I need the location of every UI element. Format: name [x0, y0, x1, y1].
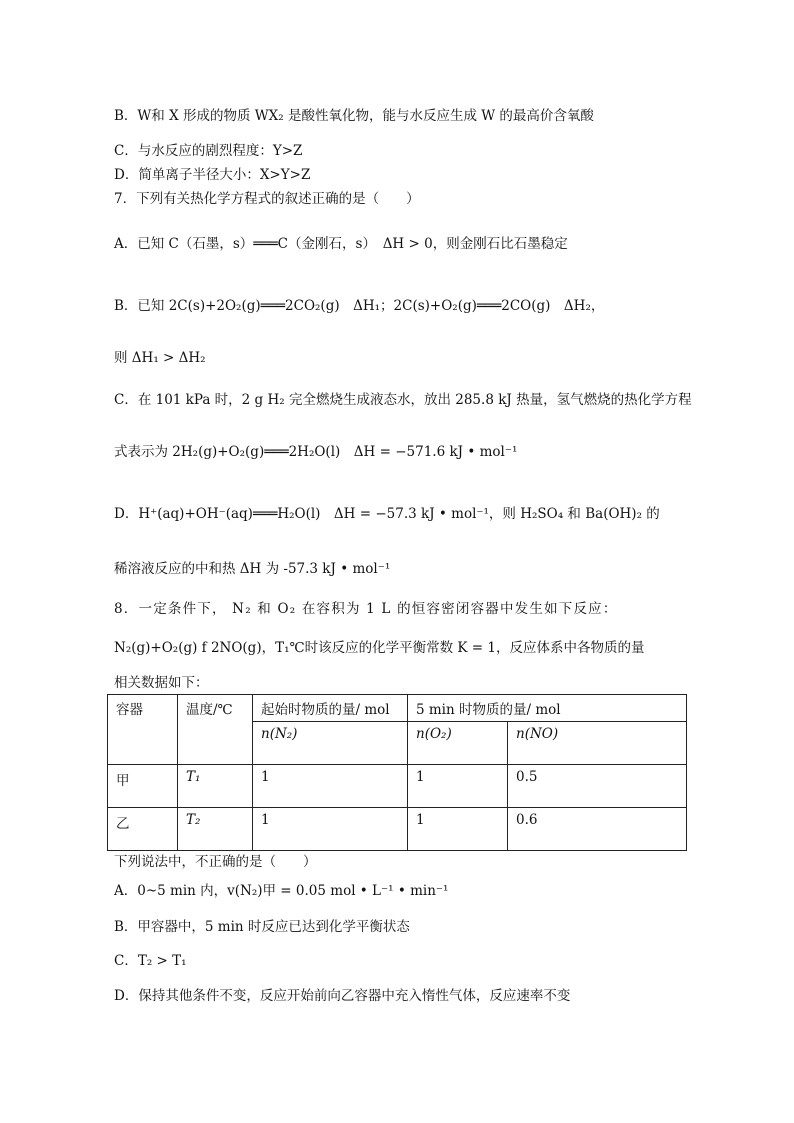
data-table	[107, 694, 687, 851]
option-7b-line1: B．已知 2C(s)+2O₂(g)═══2CO₂(g) ΔH₁；2C(s)+O₂(g)═══2CO(g) ΔH₂，	[114, 298, 605, 314]
option-8b: B．甲容器中，5 min 时反应已达到化学平衡状态	[114, 919, 410, 935]
option-6d: D．简单离子半径大小：X>Y>Z	[114, 167, 311, 183]
cell-n-o2: 1	[408, 808, 508, 851]
cell-n-n2: 1	[253, 808, 408, 851]
option-7a: A．已知 C（石墨，s）═══C（金刚石，s） ΔH > 0，则金刚石比石墨稳定	[114, 236, 568, 252]
cell-n-n2: 1	[253, 765, 408, 808]
option-8a: A．0~5 min 内，v(N₂)甲 = 0.05 mol • L⁻¹ • min⁻¹	[114, 883, 449, 899]
header-n-o2: n(O₂)	[408, 722, 508, 765]
option-7b-line2: 则 ΔH₁ > ΔH₂	[114, 350, 206, 366]
option-7c-line2: 式表示为 2H₂(g)+O₂(g)═══2H₂O(l) ΔH = −571.6 kJ • mol⁻¹	[114, 444, 518, 460]
header-initial-amount: 起始时物质的量/ mol	[253, 695, 408, 722]
header-container: 容器	[108, 695, 178, 765]
cell-temperature: T₁	[178, 765, 253, 808]
option-7d-line2: 稀溶液反应的中和热 ΔH 为 -57.3 kJ • mol⁻¹	[114, 561, 391, 577]
question-8-line3: 相关数据如下：	[114, 675, 209, 691]
option-6b: B．W和 X 形成的物质 WX₂ 是酸性氧化物，能与水反应生成 W 的最高价含氧酸	[114, 108, 594, 124]
header-n-no: n(NO)	[508, 722, 687, 765]
cell-temperature: T₂	[178, 808, 253, 851]
cell-n-no: 0.5	[508, 765, 687, 808]
table-header-row	[108, 695, 687, 722]
option-7c-line1: C．在 101 kPa 时，2 g H₂ 完全燃烧生成液态水，放出 285.8 kJ 热量，氢气燃烧的热化学方程	[114, 392, 692, 408]
question-8-line1: 8．一定条件下， N₂ 和 O₂ 在容积为 1 L 的恒容密闭容器中发生如下反应：	[114, 601, 618, 617]
header-n-n2: n(N₂)	[253, 722, 408, 765]
option-8d: D．保持其他条件不变，反应开始前向乙容器中充入惰性气体，反应速率不变	[114, 988, 571, 1004]
cell-container: 甲	[108, 765, 178, 808]
header-temperature: 温度/℃	[178, 695, 253, 765]
option-8c: C．T₂ > T₁	[114, 953, 187, 969]
question-8-line2: N₂(g)+O₂(g) f 2NO(g)，T₁℃时该反应的化学平衡常数 K = 1，反应体系中各物质的量	[114, 640, 645, 656]
header-5min-amount: 5 min 时物质的量/ mol	[408, 695, 687, 722]
table-row	[108, 765, 687, 808]
table-row	[108, 808, 687, 851]
cell-container: 乙	[108, 808, 178, 851]
cell-n-o2: 1	[408, 765, 508, 808]
question-8-prompt: 下列说法中，不正确的是（ ）	[114, 854, 317, 870]
option-6c: C．与水反应的剧烈程度：Y>Z	[114, 143, 303, 159]
question-7: 7．下列有关热化学方程式的叙述正确的是（ ）	[114, 191, 420, 207]
option-7d-line1: D．H⁺(aq)+OH⁻(aq)═══H₂O(l) ΔH = −57.3 kJ • mol⁻¹，则 H₂SO₄ 和 Ba(OH)₂ 的	[114, 506, 660, 522]
cell-n-no: 0.6	[508, 808, 687, 851]
